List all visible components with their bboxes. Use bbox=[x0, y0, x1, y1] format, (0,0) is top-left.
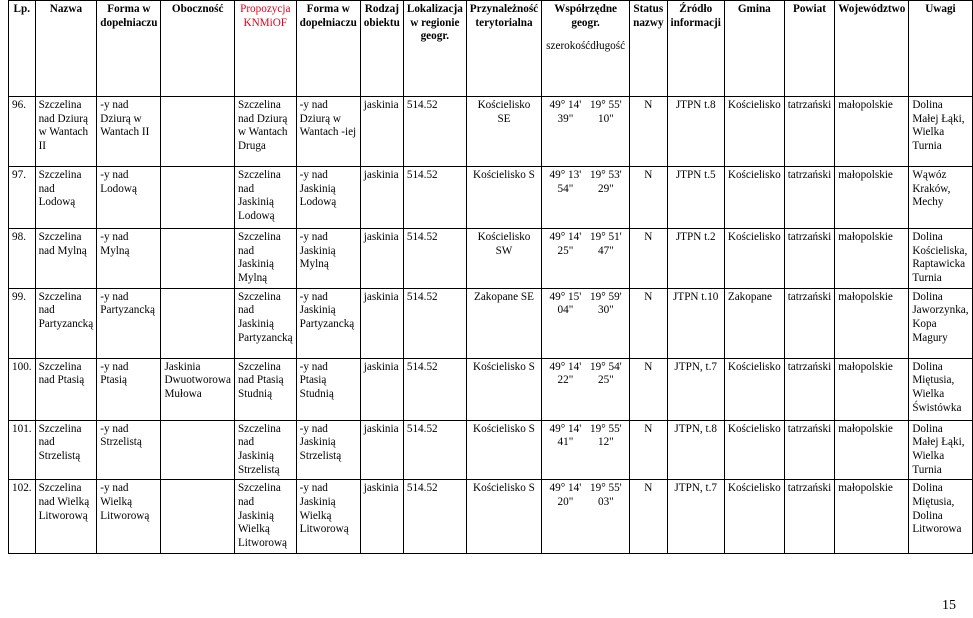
longitude-value: 19° 54' 25" bbox=[590, 360, 622, 387]
cell-nazwa: Szczelina nad Ptasią bbox=[35, 358, 97, 420]
cell-status: N bbox=[630, 288, 667, 358]
cell-uwagi: Dolina Miętusia, Wielka Świstówka bbox=[909, 358, 972, 420]
cell-gmina: Kościelisko bbox=[724, 420, 784, 480]
cell-przynaleznosc: Kościelisko S bbox=[466, 480, 541, 553]
cell-status: N bbox=[630, 167, 667, 229]
longitude-value: 19° 55' 10" bbox=[590, 99, 622, 125]
cell-przynaleznosc: Zakopane SE bbox=[466, 288, 541, 358]
cell-propozycja: Szczelina nad Jaskinią Lodową bbox=[234, 167, 296, 229]
cell-nazwa: Szczelina nad Wielką Litworową bbox=[35, 480, 97, 553]
header-forma-2: Forma w dopełniaczu bbox=[296, 1, 360, 97]
cell-gmina: Kościelisko bbox=[724, 480, 784, 553]
cell-coordinates bbox=[542, 420, 630, 480]
cell-obocznosc bbox=[161, 167, 235, 229]
cell-uwagi: Wąwóz Kraków, Mechy bbox=[909, 167, 972, 229]
cell-forma-2: -y nad Dziurą w Wantach -iej bbox=[296, 97, 360, 167]
cell-forma: -y nad Lodową bbox=[97, 167, 161, 229]
cell-obocznosc bbox=[161, 229, 235, 289]
cell-wojewodztwo: małopolskie bbox=[835, 288, 909, 358]
cell-przynaleznosc: Kościelisko SE bbox=[466, 97, 541, 167]
cell-wojewodztwo: małopolskie bbox=[835, 167, 909, 229]
cell-nazwa: Szczelina nad Dziurą w Wantach II bbox=[35, 97, 97, 167]
table-row bbox=[9, 229, 973, 289]
cell-coordinates bbox=[542, 167, 630, 229]
header-gmina: Gmina bbox=[724, 1, 784, 97]
cell-lokalizacja: 514.52 bbox=[403, 167, 466, 229]
cell-obocznosc bbox=[161, 288, 235, 358]
cell-zrodlo: JTPN, t.7 bbox=[667, 480, 724, 553]
cell-lp: 100. bbox=[9, 358, 36, 420]
cell-uwagi: Dolina Miętusia, Dolina Litworowa bbox=[909, 480, 972, 553]
cell-rodzaj: jaskinia bbox=[360, 480, 403, 553]
cell-forma-2: -y nad Jaskinią Strzelistą bbox=[296, 420, 360, 480]
cell-status: N bbox=[630, 480, 667, 553]
cell-gmina: Kościelisko bbox=[724, 358, 784, 420]
cell-przynaleznosc: Kościelisko SW bbox=[466, 229, 541, 289]
cell-status: N bbox=[630, 97, 667, 167]
cell-propozycja: Szczelina nad Jaskinią Wielką Litworową bbox=[234, 480, 296, 553]
cell-coordinates bbox=[542, 480, 630, 553]
cell-status: N bbox=[630, 358, 667, 420]
cell-zrodlo: JTPN, t.7 bbox=[667, 358, 724, 420]
cell-uwagi: Dolina Kościeliska, Raptawicka Turnia bbox=[909, 229, 972, 289]
cell-rodzaj: jaskinia bbox=[360, 97, 403, 167]
header-coordinates bbox=[542, 1, 630, 97]
document-page bbox=[8, 0, 973, 554]
longitude-value: 19° 59' 30" bbox=[590, 290, 622, 317]
latitude-value: 49° 13' 54" bbox=[549, 169, 582, 195]
cell-lp: 101. bbox=[9, 420, 36, 480]
header-obocznosc: Oboczność bbox=[161, 1, 235, 97]
cell-propozycja: Szczelina nad Jaskinią Partyzancką bbox=[234, 288, 296, 358]
header-przynaleznosc: Przynależność terytorialna bbox=[466, 1, 541, 97]
longitude-value: 19° 55' 12" bbox=[590, 422, 622, 449]
cell-wojewodztwo: małopolskie bbox=[835, 420, 909, 480]
cell-lp: 102. bbox=[9, 480, 36, 553]
header-status: Status nazwy bbox=[630, 1, 667, 97]
cell-obocznosc bbox=[161, 480, 235, 553]
table-row bbox=[9, 480, 973, 553]
cell-nazwa: Szczelina nad Strzelistą bbox=[35, 420, 97, 480]
cell-zrodlo: JTPN t.8 bbox=[667, 97, 724, 167]
cell-status: N bbox=[630, 420, 667, 480]
cell-lokalizacja: 514.52 bbox=[403, 358, 466, 420]
cell-wojewodztwo: małopolskie bbox=[835, 97, 909, 167]
header-coords-title: Współrzędne geogr. bbox=[554, 3, 618, 29]
cell-przynaleznosc: Kościelisko S bbox=[466, 167, 541, 229]
latitude-value: 49° 14' 20" bbox=[549, 482, 582, 508]
cell-lp: 99. bbox=[9, 288, 36, 358]
cell-propozycja: Szczelina nad Jaskinią Mylną bbox=[234, 229, 296, 289]
cell-gmina: Kościelisko bbox=[724, 97, 784, 167]
header-rodzaj: Rodzaj obiektu bbox=[360, 1, 403, 97]
cell-przynaleznosc: Kościelisko S bbox=[466, 358, 541, 420]
cell-rodzaj: jaskinia bbox=[360, 229, 403, 289]
longitude-value: 19° 51' 47" bbox=[590, 231, 622, 257]
cell-forma: -y nad Partyzancką bbox=[97, 288, 161, 358]
header-uwagi: Uwagi bbox=[909, 1, 972, 97]
cell-powiat: tatrzański bbox=[784, 229, 835, 289]
cell-gmina: Kościelisko bbox=[724, 167, 784, 229]
cell-powiat: tatrzański bbox=[784, 288, 835, 358]
cell-wojewodztwo: małopolskie bbox=[835, 229, 909, 289]
cell-forma-2: -y nad Jaskinią Wielką Litworową bbox=[296, 480, 360, 553]
latitude-value: 49° 15' 04" bbox=[549, 290, 582, 317]
cell-zrodlo: JTPN t.2 bbox=[667, 229, 724, 289]
cell-forma-2: -y nad Jaskinią Lodową bbox=[296, 167, 360, 229]
longitude-value: 19° 53' 29" bbox=[590, 169, 622, 195]
cell-zrodlo: JTPN t.10 bbox=[667, 288, 724, 358]
longitude-value: 19° 55' 03" bbox=[590, 482, 622, 508]
cell-lokalizacja: 514.52 bbox=[403, 288, 466, 358]
cell-forma: -y nad Dziurą w Wantach II bbox=[97, 97, 161, 167]
cell-gmina: Zakopane bbox=[724, 288, 784, 358]
cell-coordinates bbox=[542, 97, 630, 167]
cell-lokalizacja: 514.52 bbox=[403, 97, 466, 167]
table-row bbox=[9, 358, 973, 420]
cell-powiat: tatrzański bbox=[784, 480, 835, 553]
header-powiat: Powiat bbox=[784, 1, 835, 97]
header-dlugosc: długość bbox=[590, 40, 626, 53]
table-row bbox=[9, 288, 973, 358]
cell-forma-2: -y nad Jaskinią Mylną bbox=[296, 229, 360, 289]
latitude-value: 49° 14' 25" bbox=[549, 231, 582, 257]
header-lokalizacja: Lokalizacja w regionie geogr. bbox=[403, 1, 466, 97]
cell-lokalizacja: 514.52 bbox=[403, 480, 466, 553]
cell-forma-2: -y nad Ptasią Studnią bbox=[296, 358, 360, 420]
cell-forma: -y nad Ptasią bbox=[97, 358, 161, 420]
latitude-value: 49° 14' 22" bbox=[549, 360, 582, 387]
table-row bbox=[9, 167, 973, 229]
cell-rodzaj: jaskinia bbox=[360, 167, 403, 229]
latitude-value: 49° 14' 41" bbox=[549, 422, 582, 449]
table-row bbox=[9, 97, 973, 167]
header-wojewodztwo: Województwo bbox=[835, 1, 909, 97]
cell-zrodlo: JTPN t.5 bbox=[667, 167, 724, 229]
cell-powiat: tatrzański bbox=[784, 358, 835, 420]
cell-lp: 97. bbox=[9, 167, 36, 229]
cell-uwagi: Dolina Małej Łąki, Wielka Turnia bbox=[909, 420, 972, 480]
cell-uwagi: Dolina Małej Łąki, Wielka Turnia bbox=[909, 97, 972, 167]
toponym-table bbox=[8, 0, 973, 554]
cell-wojewodztwo: małopolskie bbox=[835, 480, 909, 553]
cell-lokalizacja: 514.52 bbox=[403, 420, 466, 480]
cell-coordinates bbox=[542, 229, 630, 289]
cell-uwagi: Dolina Jaworzynka, Kopa Magury bbox=[909, 288, 972, 358]
cell-forma: -y nad Mylną bbox=[97, 229, 161, 289]
cell-obocznosc: Jaskinia Dwuotworowa Mułowa bbox=[161, 358, 235, 420]
cell-lokalizacja: 514.52 bbox=[403, 229, 466, 289]
header-zrodlo: Źródło informacji bbox=[667, 1, 724, 97]
header-propozycja: Propozycja KNMiOF bbox=[234, 1, 296, 97]
cell-lp: 98. bbox=[9, 229, 36, 289]
cell-propozycja: Szczelina nad Ptasią Studnią bbox=[234, 358, 296, 420]
cell-powiat: tatrzański bbox=[784, 167, 835, 229]
cell-przynaleznosc: Kościelisko S bbox=[466, 420, 541, 480]
cell-rodzaj: jaskinia bbox=[360, 420, 403, 480]
cell-nazwa: Szczelina nad Lodową bbox=[35, 167, 97, 229]
cell-coordinates bbox=[542, 288, 630, 358]
table-row bbox=[9, 420, 973, 480]
cell-rodzaj: jaskinia bbox=[360, 358, 403, 420]
cell-nazwa: Szczelina nad Partyzancką bbox=[35, 288, 97, 358]
cell-forma: -y nad Strzelistą bbox=[97, 420, 161, 480]
cell-forma-2: -y nad Jaskinią Partyzancką bbox=[296, 288, 360, 358]
cell-obocznosc bbox=[161, 97, 235, 167]
cell-lp: 96. bbox=[9, 97, 36, 167]
cell-gmina: Kościelisko bbox=[724, 229, 784, 289]
cell-status: N bbox=[630, 229, 667, 289]
cell-zrodlo: JTPN, t.8 bbox=[667, 420, 724, 480]
cell-powiat: tatrzański bbox=[784, 420, 835, 480]
cell-obocznosc bbox=[161, 420, 235, 480]
cell-nazwa: Szczelina nad Mylną bbox=[35, 229, 97, 289]
cell-powiat: tatrzański bbox=[784, 97, 835, 167]
cell-coordinates bbox=[542, 358, 630, 420]
cell-propozycja: Szczelina nad Dziurą w Wantach Druga bbox=[234, 97, 296, 167]
page-number: 15 bbox=[942, 598, 956, 613]
latitude-value: 49° 14' 39" bbox=[549, 99, 582, 125]
cell-propozycja: Szczelina nad Jaskinią Strzelistą bbox=[234, 420, 296, 480]
header-nazwa: Nazwa bbox=[35, 1, 97, 97]
header-forma: Forma w dopełniaczu bbox=[97, 1, 161, 97]
cell-wojewodztwo: małopolskie bbox=[835, 358, 909, 420]
cell-rodzaj: jaskinia bbox=[360, 288, 403, 358]
header-lp: Lp. bbox=[9, 1, 36, 97]
header-szerokosc: szerokość bbox=[546, 40, 591, 53]
cell-forma: -y nad Wielką Litworową bbox=[97, 480, 161, 553]
